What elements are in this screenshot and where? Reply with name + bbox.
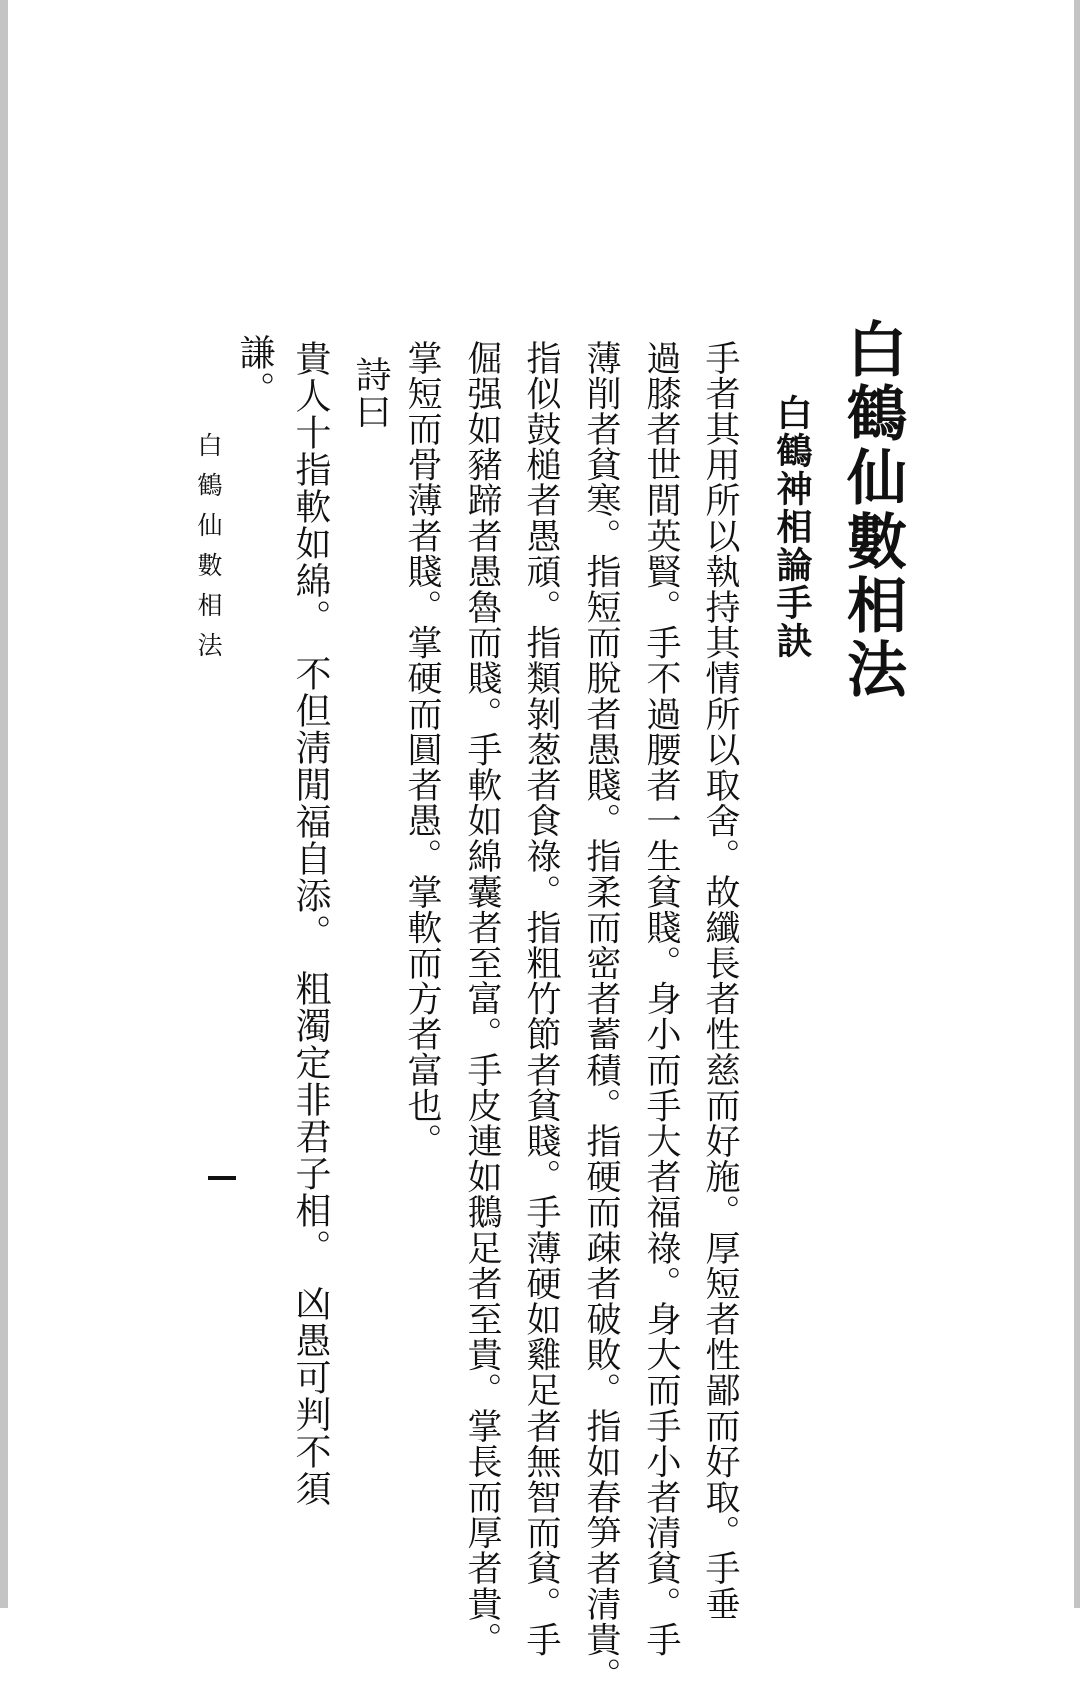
poem-column-2: 謙。 — [234, 334, 275, 408]
main-title: 白鶴仙數相法 — [837, 318, 907, 702]
page-number-mark — [208, 1176, 236, 1180]
poem-column-1: 貴人十指軟如綿。 不但淸閒福自添。 粗濁定非君子相。 凶愚可判不須 — [290, 340, 331, 1507]
poem-label: 詩曰 — [350, 356, 391, 430]
body-column-3: 薄削者貧寒。指短而脫者愚賤。指柔而密者蓄積。指硬而疎者破敗。指如春笋者清貴。 — [581, 340, 621, 1693]
running-footer-title: 白鶴仙數相法 — [194, 432, 223, 672]
section-title: 白鶴神相論手訣 — [771, 394, 813, 660]
page-edge-left — [0, 0, 8, 1608]
body-column-2: 過膝者世間英賢。手不過腰者一生貧賤。身小而手大者福祿。身大而手小者清貧。手 — [641, 340, 681, 1658]
page-edge-right — [1074, 0, 1080, 1608]
body-column-1: 手者其用所以執持其情所以取舍。故纖長者性慈而好施。厚短者性鄙而好取。手垂 — [700, 340, 740, 1622]
body-column-5: 倔强如豬蹄者愚魯而賤。手軟如綿囊者至富。手皮連如鵝足者至貴。掌長而厚者貴。 — [462, 340, 502, 1658]
body-column-4: 指似鼓槌者愚頑。指類剝葱者食祿。指粗竹節者貧賤。手薄硬如雞足者無智而貧。手 — [521, 340, 561, 1658]
body-column-6: 掌短而骨薄者賤。掌硬而圓者愚。掌軟而方者富也。 — [402, 340, 442, 1159]
